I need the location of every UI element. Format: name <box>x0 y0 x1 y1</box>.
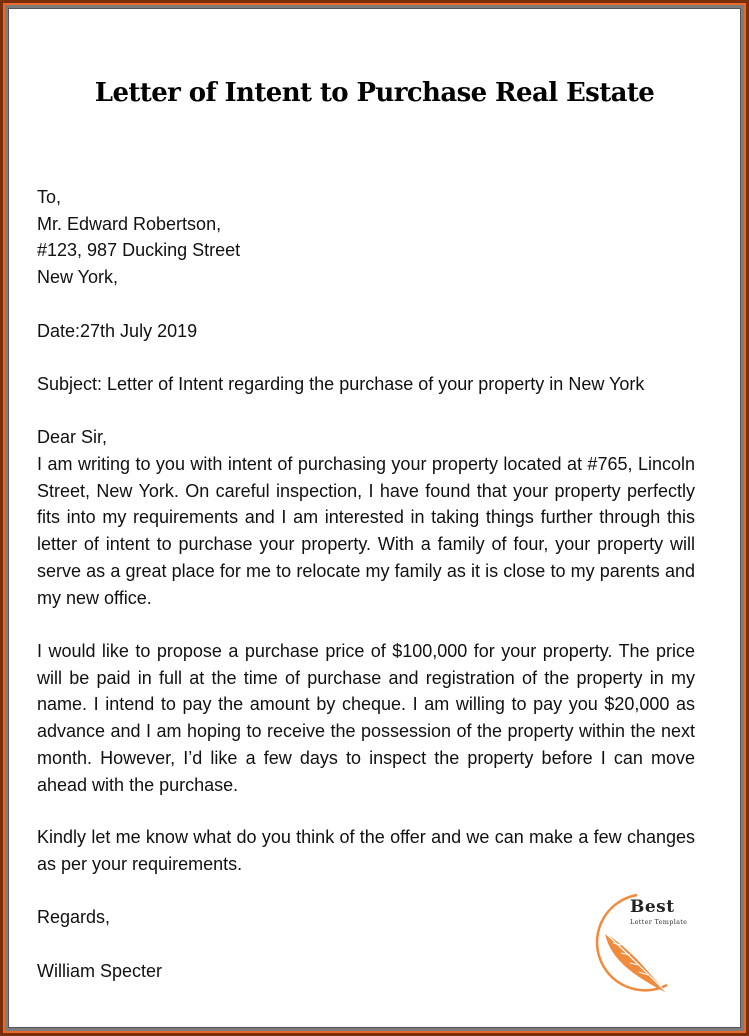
logo-title: Best <box>630 897 675 917</box>
letter-title: Letter of Intent to Purchase Real Estate <box>94 78 655 108</box>
body-paragraph-3: Kindly let me know what do you think of the offer and we can make a few changes as per your requirements. <box>37 827 695 874</box>
salutation: Dear Sir, <box>37 427 108 447</box>
closing: Regards, <box>37 907 111 927</box>
recipient-address <box>37 184 695 291</box>
letter-date: Date:27th July 2019 <box>37 321 198 341</box>
body-paragraph-1: I am writing to you with intent of purchasing your property located at #765, Lincoln Street, New York. On careful inspection, I have found that your property perfectly fits into my requirements and I am interested in taking things further through this letter of intent to purchase your property. With a family of four, your property will serve as a great place for me to relocate my family as it is close to my parents and my new office. <box>37 454 695 608</box>
letter-subject: Subject: Letter of Intent regarding the purchase of your property in New York <box>37 374 645 394</box>
body-paragraph-2: I would like to propose a purchase price of $100,000 for your property. The price will be paid in full at the time of purchase and registration of the property in my name. I intend to pay the amount by cheque. I am willing to pay you $20,000 as advance and I am hoping to receive the possession of the property within the next month. However, I’d like a few days to inspect the property before I can move ahead with the purchase. <box>37 641 695 795</box>
signature-name: William Specter <box>37 961 163 981</box>
address-line: #123, 987 Ducking Street <box>37 240 241 261</box>
logo-subtitle: Letter Template <box>630 918 688 926</box>
feather-quill-icon <box>605 933 667 993</box>
address-line: Mr. Edward Robertson, <box>37 213 222 234</box>
address-line: New York, <box>37 267 119 288</box>
address-line: To, <box>37 187 62 207</box>
